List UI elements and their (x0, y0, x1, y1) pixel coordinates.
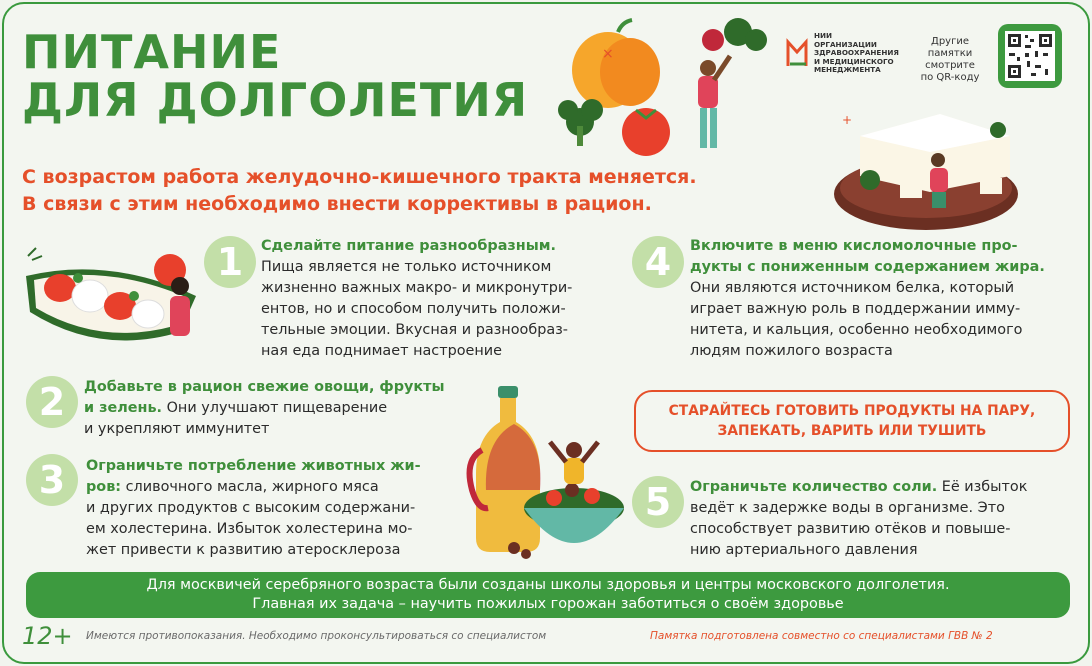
item-2-head-2: и зелень. (84, 400, 163, 416)
age-rating: 12+ (22, 622, 73, 650)
qr-note: Другие памятки смотрите по QR-коду (920, 36, 980, 83)
subtitle-line-1: С возрастом работа желудочно-кишечного тракта меняется. (22, 166, 697, 188)
item-4-number: 4 (632, 236, 684, 288)
info-banner (26, 572, 1070, 618)
item-3-head-1: Ограничьте потребление животных жи- (86, 458, 421, 474)
callout-line-1: СТАРАЙТЕСЬ ГОТОВИТЬ ПРОДУКТЫ НА ПАРУ, (668, 403, 1036, 419)
callout-line-2: ЗАПЕКАТЬ, ВАРИТЬ ИЛИ ТУШИТЬ (717, 423, 987, 439)
prepared-by-note: Памятка подготовлена совместно со специалистами ГВВ № 2 (650, 630, 993, 642)
oil-and-salad-illustration (462, 380, 632, 564)
subtitle (22, 164, 822, 218)
item-5-number: 5 (632, 476, 684, 528)
org-logo-icon (786, 38, 808, 68)
item-5-text: Ограничьте количество соли. Её избыток ведёт к задержке воды в организме. Это способствует развитию отёков и повыше- нию артериального давления (690, 479, 1028, 558)
item-4-text: Включите в меню кисломолочные про- дукты с пониженным содержанием жира. Они являются источником белка, который играет важную роль в поддержании имму- нитета, и кальция, особенно необходимого людям пожилого возраста (690, 236, 1080, 362)
vegetables-illustration (548, 10, 778, 160)
qr-code-icon (1005, 31, 1055, 81)
title-line-2: ДЛЯ ДОЛГОЛЕТИЯ (22, 73, 529, 127)
banner-line-1: Для москвичей серебряного возраста были созданы школы здоровья и центры московского долголетия. (146, 577, 950, 593)
item-1-number: 1 (204, 236, 256, 288)
subtitle-line-2: В связи с этим необходимо внести коррективы в рацион. (22, 193, 652, 215)
cooking-tip-callout (634, 390, 1070, 452)
item-3-head-2: ров: (86, 479, 122, 495)
item-5-head: Ограничьте количество соли. (690, 479, 938, 495)
cheese-illustration (830, 106, 1030, 236)
banner-line-2: Главная их задача – научить пожилых горожан заботиться о своём здоровье (252, 596, 844, 612)
org-name: НИИ ОРГАНИЗАЦИИ ЗДРАВООХРАНЕНИЯ И МЕДИЦИНСКОГО МЕНЕДЖМЕНТА (814, 31, 899, 75)
item-4-head-1: Включите в меню кисломолочные про- (690, 238, 1018, 254)
item-2-text: Добавьте в рацион свежие овощи, фрукты и зелень. Они улучшают пищеварение и укрепляют иммунитет (84, 377, 474, 440)
page-title (22, 25, 529, 127)
svg-text:×: × (602, 46, 614, 62)
org-logo (786, 32, 910, 75)
caprese-plate-illustration (20, 236, 202, 360)
item-3-number: 3 (26, 454, 78, 506)
item-1-text: Сделайте питание разнообразным. Пища является не только источником жизненно важных макро- и микронутри- ентов, но и способом получить положи- тельные эмоции. Вкусная и разнообраз- ная еда поднимает настроение (261, 236, 621, 362)
disclaimer: Имеются противопоказания. Необходимо проконсультироваться со специалистом (86, 630, 547, 642)
item-2-head-1: Добавьте в рацион свежие овощи, фрукты (84, 379, 445, 395)
item-3-text: Ограничьте потребление животных жи- ров: сливочного масла, жирного мяса и других продуктов с высоким содержани- ем холестерина. Избыток холестерина мо- жет привести к развитию атеросклероза (86, 456, 466, 561)
item-1-head: Сделайте питание разнообразным. (261, 238, 556, 254)
item-4-head-2: дукты с пониженным содержанием жира. (690, 259, 1045, 275)
title-line-1: ПИТАНИЕ (22, 25, 282, 79)
item-2-number: 2 (26, 376, 78, 428)
svg-text:+: + (842, 113, 853, 127)
qr-code[interactable] (998, 24, 1062, 88)
